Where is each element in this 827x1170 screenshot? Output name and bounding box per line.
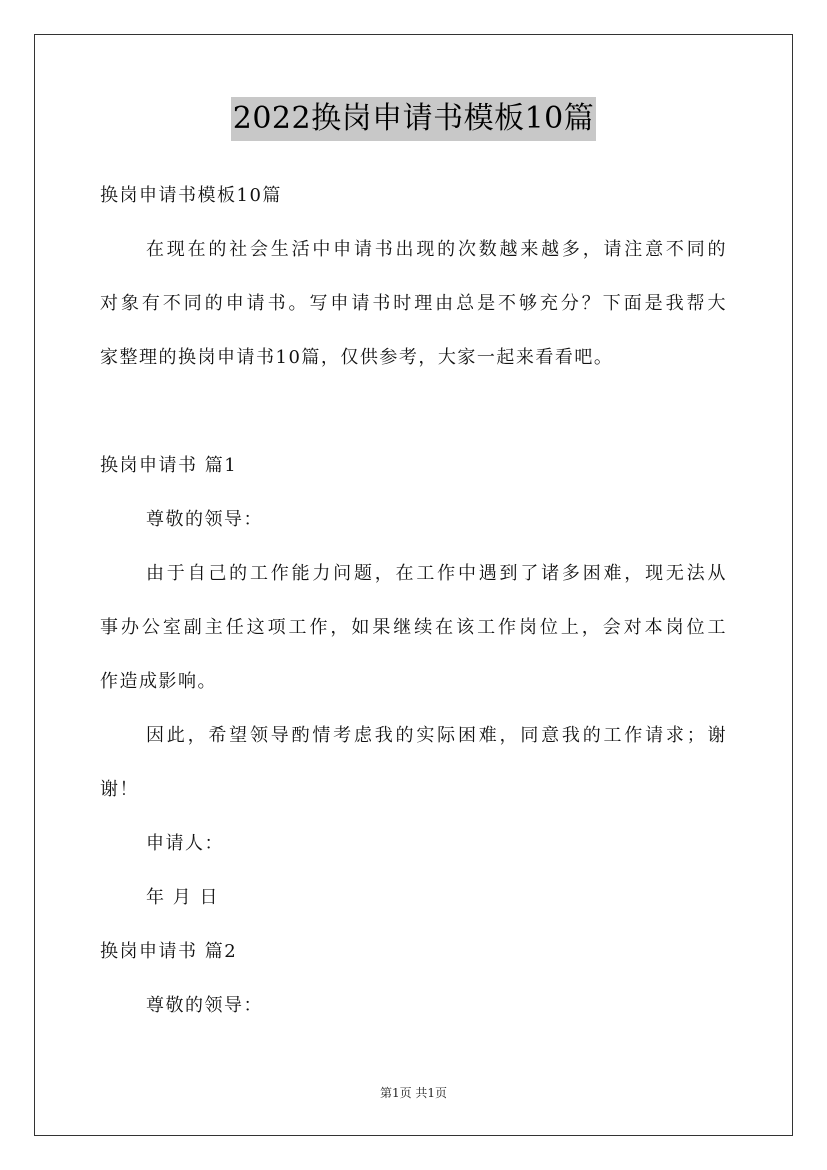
date-line: 年 月 日: [146, 887, 219, 908]
intro-line: 在现在的社会生活中申请书出现的次数越来越多，请注意不同的: [146, 239, 727, 260]
intro-line: 对象有不同的申请书。写申请书时理由总是不够充分？下面是我帮大: [100, 293, 727, 314]
document-body: [100, 169, 727, 1033]
title-container: [0, 97, 827, 141]
page-footer: 第1页 共1页: [379, 1086, 448, 1100]
body-line: 作造成影响。: [100, 671, 217, 692]
blank-line: [100, 385, 727, 439]
document-subtitle: 换岗申请书模板10篇: [100, 185, 282, 206]
body-line: 因此，希望领导酌情考虑我的实际困难，同意我的工作请求；谢: [146, 725, 727, 746]
section-heading: 换岗申请书 篇2: [100, 941, 238, 962]
intro-line: 家整理的换岗申请书10篇，仅供参考，大家一起来看看吧。: [100, 347, 614, 368]
body-line: 由于自己的工作能力问题，在工作中遇到了诸多困难，现无法从: [146, 563, 727, 584]
salutation: 尊敬的领导：: [146, 995, 263, 1016]
body-line: 谢！: [100, 779, 139, 800]
salutation: 尊敬的领导：: [146, 509, 263, 530]
section-heading: 换岗申请书 篇1: [100, 455, 238, 476]
applicant-line: 申请人：: [146, 833, 224, 854]
document-title: 2022换岗申请书模板10篇: [231, 97, 597, 141]
body-line: 事办公室副主任这项工作，如果继续在该工作岗位上，会对本岗位工: [100, 617, 727, 638]
